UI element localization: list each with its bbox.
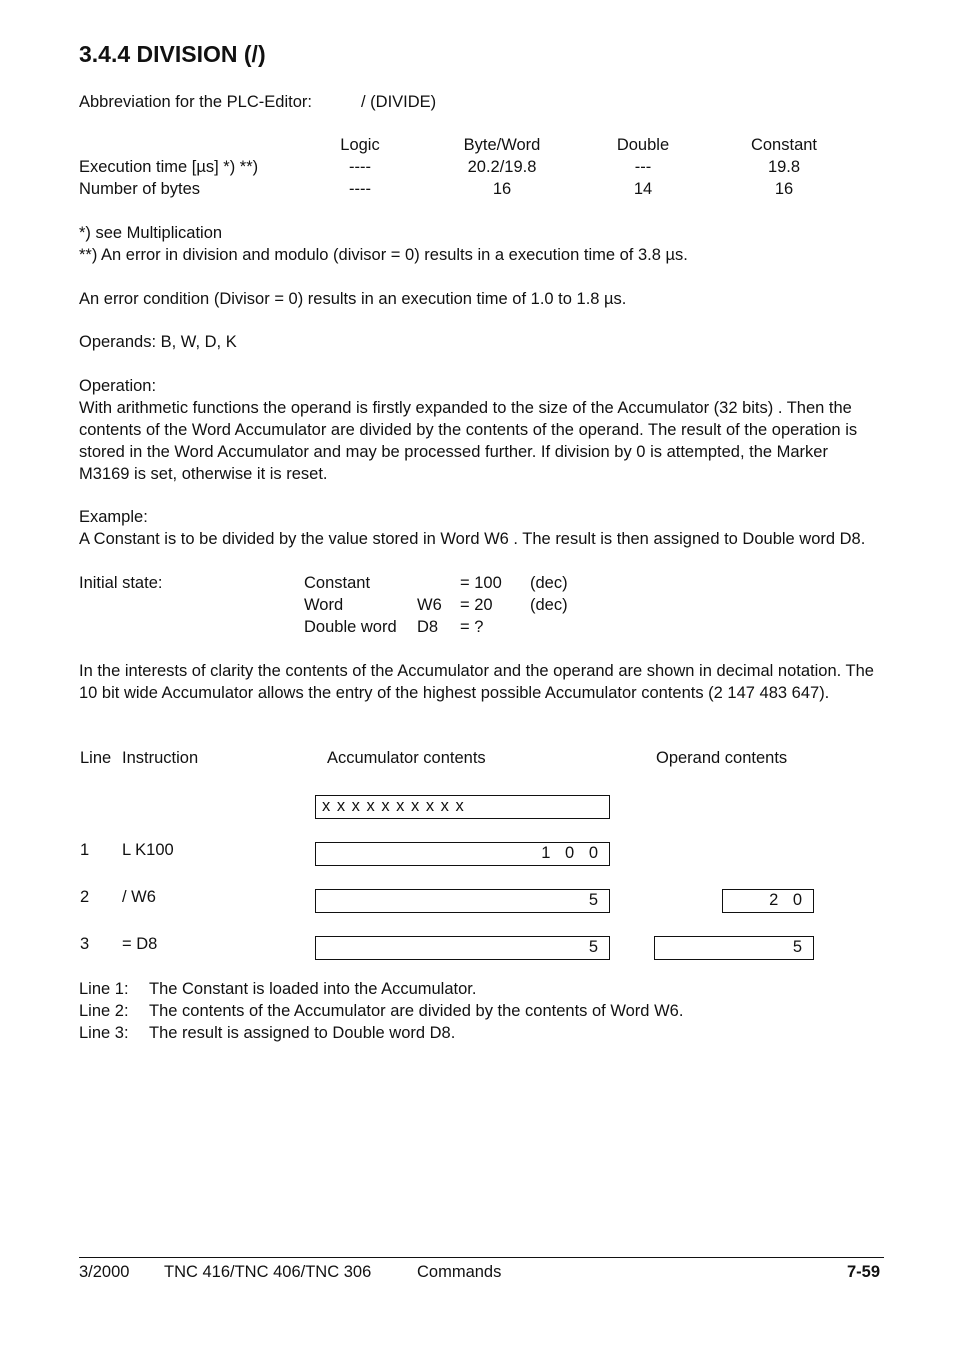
explanation-text: The contents of the Accumulator are divided by the contents of Word W6. [149, 1002, 684, 1020]
cell: 14 [633, 180, 653, 198]
cell: 16 [492, 180, 512, 198]
initial-type: Constant [304, 574, 371, 592]
initial-value: = 20 [460, 596, 493, 614]
footer-model: TNC 416/TNC 406/TNC 306 [164, 1263, 372, 1281]
footer-section: Commands [417, 1263, 502, 1281]
col-header-constant: Constant [750, 136, 818, 154]
cell: ---- [349, 158, 371, 176]
accumulator-value: 5 [588, 938, 603, 956]
initial-addr: W6 [417, 596, 442, 614]
operand-box-word [722, 889, 814, 913]
initial-unit: (dec) [530, 574, 568, 592]
operands-text: Operands: B, W, D, K [79, 333, 237, 351]
accumulator-value: 5 [588, 891, 603, 909]
explanation-label: Line 1: [79, 980, 129, 998]
cell: --- [634, 158, 652, 176]
error-condition-text: An error condition (Divisor = 0) results in an execution time of 1.0 to 1.8 µs. [79, 290, 627, 308]
col-header-logic: Logic [340, 136, 380, 154]
explanation-text: The result is assigned to Double word D8. [149, 1024, 456, 1042]
col-header-double: Double [616, 136, 670, 154]
explanation-label: Line 2: [79, 1002, 129, 1020]
abbrev-label: Abbreviation for the PLC-Editor: [79, 93, 312, 111]
accumulator-box [315, 842, 610, 866]
header-line: Line [80, 749, 112, 767]
program-line-number: 1 [80, 841, 90, 859]
header-accumulator: Accumulator contents [327, 749, 486, 767]
cell: ---- [349, 180, 371, 198]
footer-date: 3/2000 [79, 1263, 130, 1281]
footer-rule [79, 1257, 884, 1258]
mask-text: x x x x x x x x x x [322, 797, 465, 815]
cell: 16 [774, 180, 794, 198]
accumulator-bit-mask [315, 795, 610, 819]
operand-box-double [654, 936, 814, 960]
cell: 19.8 [767, 158, 801, 176]
col-header-byteword: Byte/Word [463, 136, 541, 154]
initial-state-label: Initial state: [79, 574, 163, 592]
program-instruction: L K100 [122, 841, 174, 859]
program-line-number: 3 [80, 935, 90, 953]
row-label-exec-time: Execution time [µs] *) **) [79, 158, 259, 176]
initial-value: = 100 [460, 574, 502, 592]
page-title: 3.4.4 DIVISION (/) [79, 41, 266, 67]
initial-unit: (dec) [530, 596, 568, 614]
accumulator-box [315, 936, 610, 960]
operand-value: 2 0 [769, 891, 807, 909]
operation-label: Operation: [79, 377, 157, 395]
initial-type: Word [304, 596, 344, 614]
abbrev-value: / (DIVIDE) [361, 93, 437, 111]
explanation-text: The Constant is loaded into the Accumulator. [149, 980, 477, 998]
note-2: **) An error in division and modulo (divisor = 0) results in a execution time of 3.8 µs. [79, 246, 688, 264]
row-label-bytes: Number of bytes [79, 180, 201, 198]
program-instruction: = D8 [122, 935, 158, 953]
initial-addr: D8 [417, 618, 439, 636]
operation-paragraph: With arithmetic functions the operand is firstly expanded to the size of the Accumulator (32 bits) . Then the contents of the Word Accumulator are divided by the contents of the operand. The result of the operation is stored in the Word Accumulator and may be processed further. If division by 0 is attempted, the Marker M3169 is set, otherwise it is reset. [79, 399, 858, 483]
accumulator-value: 1 0 0 [541, 844, 603, 862]
initial-value: = ? [460, 618, 484, 636]
initial-type: Double word [304, 618, 397, 636]
page-number: 7-59 [846, 1263, 880, 1281]
note-1: *) see Multiplication [79, 224, 223, 242]
example-paragraph: A Constant is to be divided by the value stored in Word W6 . The result is then assigned to Double word D8. [79, 530, 866, 548]
accumulator-box [315, 889, 610, 913]
operand-value: 5 [792, 938, 807, 956]
program-line-number: 2 [80, 888, 90, 906]
clarity-paragraph: In the interests of clarity the contents of the Accumulator and the operand are shown in decimal notation. The 10 bit wide Accumulator allows the entry of the highest possible Accumulator contents (2 147 483 647). [79, 662, 874, 702]
program-instruction: / W6 [122, 888, 156, 906]
header-operand: Operand contents [656, 749, 788, 767]
explanation-label: Line 3: [79, 1024, 129, 1042]
cell: 20.2/19.8 [467, 158, 537, 176]
example-label: Example: [79, 508, 148, 526]
header-instruction: Instruction [122, 749, 199, 767]
